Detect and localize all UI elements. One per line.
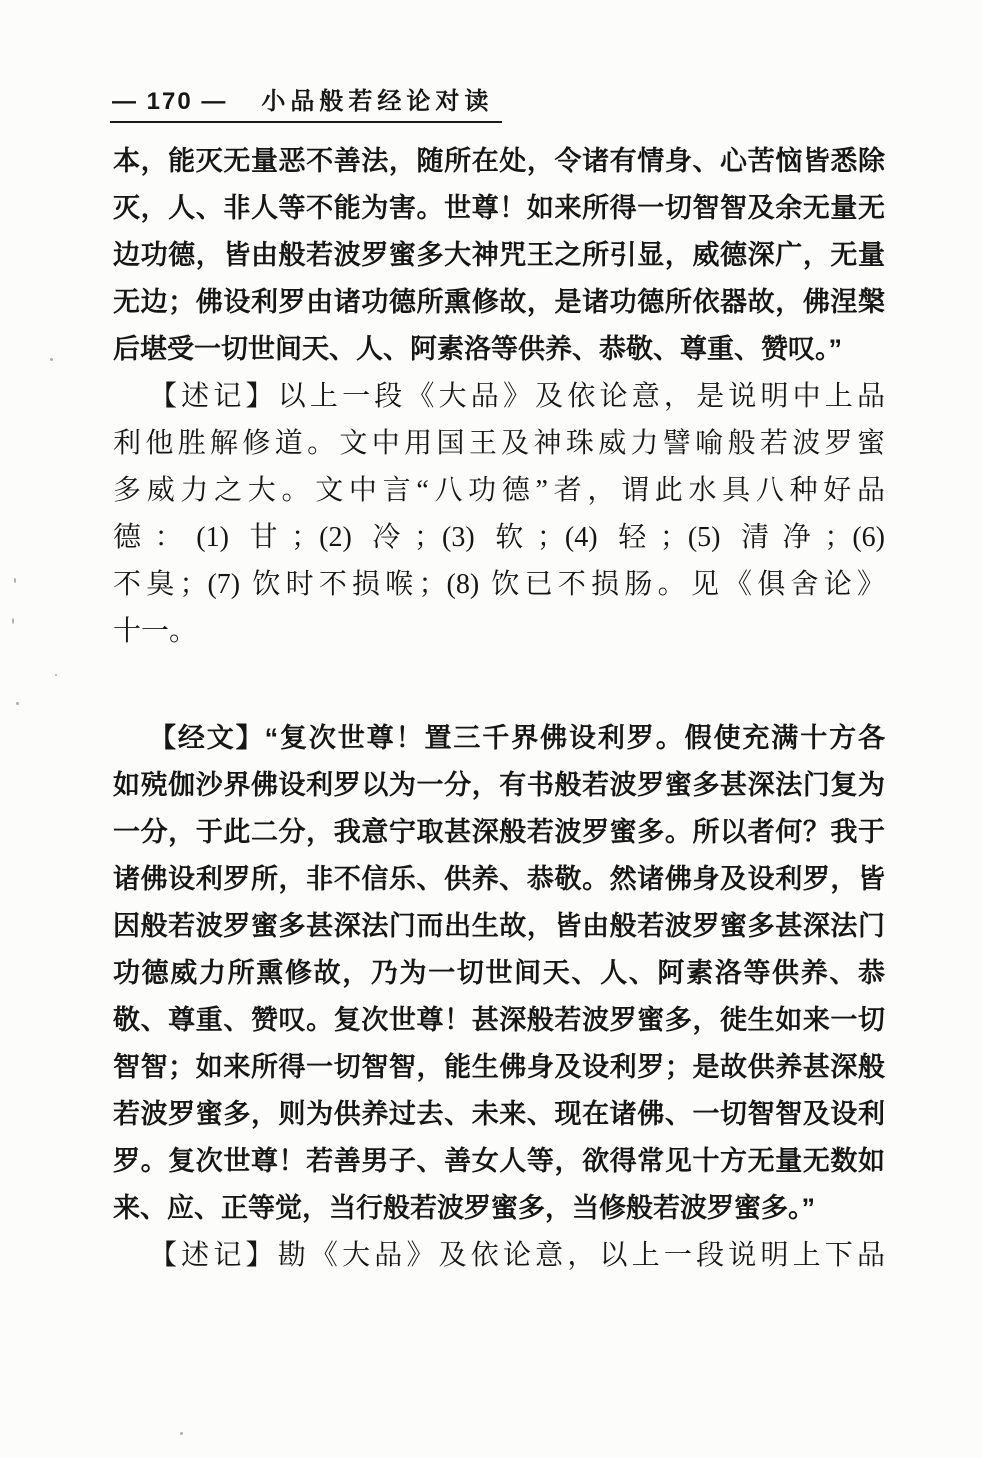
scan-speck: [14, 578, 16, 583]
text-line: 十一。: [113, 616, 198, 647]
text-line: 【述记】勘《大品》及依论意，以上一段说明上下品: [149, 1240, 885, 1271]
text-line: 功德威力所熏修故，乃为一切世间天、人、阿素洛等供养、恭: [113, 958, 885, 988]
text-line: 无边；佛设利罗由诸功德所熏修故，是诸功德所依器故，佛涅槃: [113, 287, 885, 317]
text-line: 德：(1) 甘；(2) 冷；(3) 软；(4) 轻；(5) 清净；(6): [113, 522, 885, 553]
paragraph-commentary: [113, 1232, 885, 1279]
text-line: 【述记】以上一段《大品》及依论意，是说明中上品: [149, 381, 885, 412]
text-line: 利他胜解修道。文中用国王及神珠威力譬喻般若波罗蜜: [113, 428, 885, 459]
page-number: — 170 —: [112, 88, 228, 115]
text-line: 本，能灭无量恶不善法，随所在处，令诸有情身、心苦恼皆悉除: [113, 146, 885, 176]
page-header: [112, 88, 493, 116]
text-line: 如殑伽沙界佛设利罗以为一分，有书般若波罗蜜多甚深法门复为: [113, 770, 885, 800]
scan-speck: [55, 674, 57, 676]
text-line: 一分，于此二分，我意宁取甚深般若波罗蜜多。所以者何？我于: [113, 817, 885, 847]
paragraph-sutra-quote: [113, 138, 885, 373]
text-line: 不臭；(7) 饮时不损喉；(8) 饮已不损肠。见《俱舍论》: [113, 569, 885, 600]
text-line: 灭，人、非人等不能为害。世尊！如来所得一切智智及余无量无: [113, 193, 885, 223]
text-line: 【经文】“复次世尊！置三千界佛设利罗。假使充满十方各: [149, 723, 885, 753]
text-line: 罗。复次世尊！若善男子、善女人等，欲得常见十方无量无数如: [113, 1146, 885, 1176]
text-line: 来、应、正等觉，当行般若波罗蜜多，当修般若波罗蜜多。”: [113, 1193, 815, 1223]
scan-speck: [180, 1432, 183, 1435]
text-line: 后堪受一切世间天、人、阿素洛等供养、恭敬、尊重、赞叹。”: [113, 334, 842, 364]
scan-speck: [16, 702, 19, 705]
text-line: 因般若波罗蜜多甚深法门而出生故，皆由般若波罗蜜多甚深法门: [113, 911, 885, 941]
header-rule: [110, 121, 502, 123]
text-line: 边功德，皆由般若波罗蜜多大神咒王之所引显，威德深广，无量: [113, 240, 885, 270]
paragraph-commentary: [113, 373, 885, 655]
text-line: 诸佛设利罗所，非不信乐、供养、恭敬。然诸佛身及设利罗，皆: [113, 864, 885, 894]
scan-speck: [12, 618, 14, 624]
text-line: 敬、尊重、赞叹。复次世尊！甚深般若波罗蜜多，徙生如来一切: [113, 1005, 885, 1035]
text-line: 智智；如来所得一切智智，能生佛身及设利罗；是故供养甚深般: [113, 1052, 885, 1082]
running-title: 小品般若经论对读: [261, 88, 494, 115]
text-line: 若波罗蜜多，则为供养过去、未来、现在诸佛、一切智智及设利: [113, 1099, 885, 1129]
page-body: [113, 138, 885, 1279]
scan-speck: [50, 358, 53, 361]
paragraph-sutra-quote: [113, 715, 885, 1232]
text-line: 多威力之大。文中言“八功德”者，谓此水具八种好品: [113, 475, 885, 506]
